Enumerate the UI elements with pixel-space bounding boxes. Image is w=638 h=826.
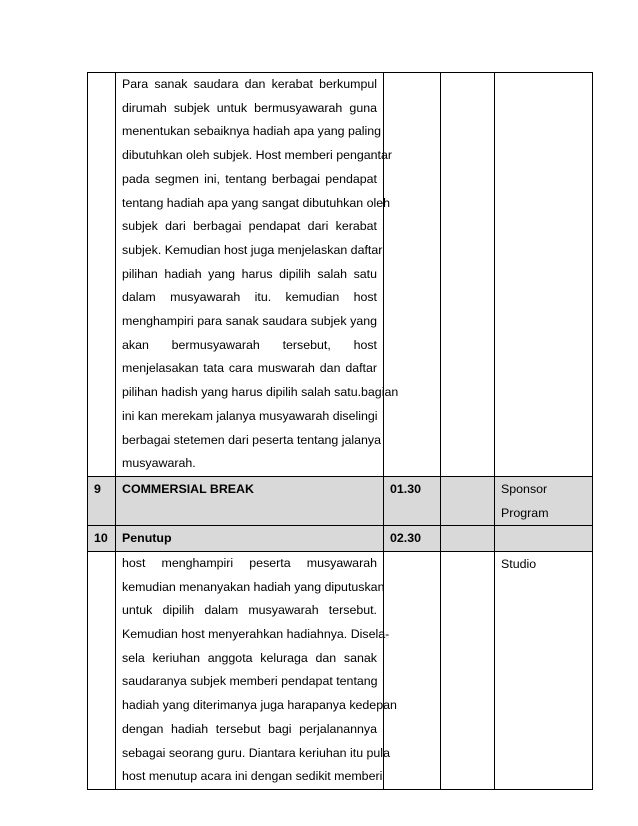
note-cell xyxy=(495,73,593,477)
text-line: Kemudian host menyerahkan hadiahnya. Disela- xyxy=(122,627,390,642)
segment-title: COMMERSIAL BREAK xyxy=(116,476,384,525)
text-line: sela keriuhan anggota keluraga dan sanak xyxy=(122,650,377,665)
text-line: pilihan hadiah yang harus dipilih salah satu xyxy=(122,266,377,281)
text-line: menghampiri para sanak saudara subjek yang xyxy=(122,314,377,329)
text-line: saudaranya subjek memberi pendapat tentang xyxy=(122,674,378,689)
text-line: berbagai stetemen dari peserta tentang jalanya xyxy=(122,432,381,447)
text-line: pilihan hadish yang harus dipilih salah satu.bagian xyxy=(122,385,399,400)
text-line: kemudian menanyakan hadiah yang diputuskan xyxy=(122,579,385,594)
text-line: menentukan sebaiknya hadiah apa yang paling xyxy=(122,124,382,139)
text-line: hadiah yang diterimanya juga harapanya kedepan xyxy=(122,698,397,713)
text-line: dalam musyawarah itu. kemudian host xyxy=(122,290,377,305)
location-cell: Studio xyxy=(495,551,593,789)
text-line: host menghampiri peserta musyawarah xyxy=(122,555,377,570)
text-line: musyawarah. xyxy=(122,456,196,471)
empty-cell xyxy=(441,73,495,477)
text-line: Para sanak saudara dan kerabat berkumpul xyxy=(122,77,377,91)
text-line: sebagai seorang guru. Diantara keriuhan itu pula xyxy=(122,745,390,760)
text-line: menjelasakan tata cara muswarah dan daftar xyxy=(122,361,377,376)
rundown-table xyxy=(87,72,593,790)
time-cell xyxy=(384,73,441,477)
row-number-cell xyxy=(88,73,116,477)
segment-title: Penutup xyxy=(116,525,384,551)
table-row-commercial xyxy=(88,476,593,525)
empty-cell xyxy=(441,551,495,789)
text-line: subjek dari berbagai pendapat dari kerabat xyxy=(122,219,377,234)
empty-cell xyxy=(441,525,495,551)
text-line: pada segmen ini, tentang berbagai pendapat xyxy=(122,171,377,186)
text-line: untuk dipilih dalam musyawarah tersebut. xyxy=(122,603,377,618)
text-line: subjek. Kemudian host juga menjelaskan daftar xyxy=(122,242,383,257)
text-line: ini kan merekam jalanya musyawarah diselingi xyxy=(122,408,378,423)
table-row-closing xyxy=(88,525,593,551)
row-number: 9 xyxy=(88,476,116,525)
row-number-cell xyxy=(88,551,116,789)
empty-cell xyxy=(495,525,593,551)
segment-note: Sponsor Program xyxy=(495,476,593,525)
segment-description xyxy=(116,551,397,789)
text-line: host menutup acara ini dengan sedikit memberi xyxy=(122,769,383,784)
table-row xyxy=(88,73,593,477)
segment-time: 02.30 xyxy=(384,525,441,551)
text-line: dibutuhkan oleh subjek. Host memberi pengantar xyxy=(122,148,393,163)
text-line: akan bermusyawarah tersebut, host xyxy=(122,337,377,352)
segment-description xyxy=(116,73,399,477)
time-cell xyxy=(384,551,441,789)
segment-time: 01.30 xyxy=(384,476,441,525)
empty-cell xyxy=(441,476,495,525)
row-number: 10 xyxy=(88,525,116,551)
text-line: tentang hadiah apa yang sangat dibutuhkan oleh xyxy=(122,195,391,210)
text-line: dirumah subjek untuk bermusyawarah guna xyxy=(122,100,377,115)
text-line: dengan hadiah tersebut bagi perjalanannya xyxy=(122,721,377,736)
table-row xyxy=(88,551,593,789)
